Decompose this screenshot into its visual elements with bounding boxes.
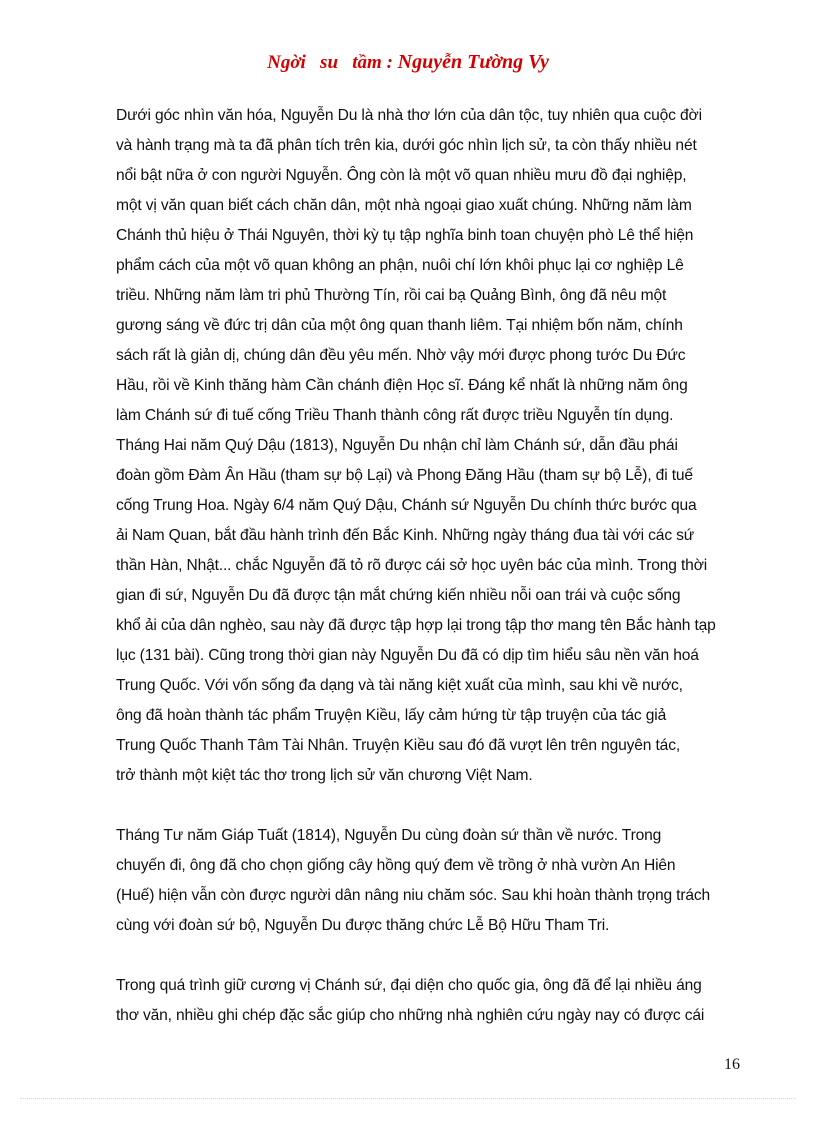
paragraph-2 <box>116 821 746 941</box>
text-line: Trong quá trình giữ cương vị Chánh sứ, đại diện cho quốc gia, ông đã để lại nhiều áng <box>116 977 702 994</box>
collector-label: Ngời su tầm : <box>267 52 398 73</box>
paragraph-3 <box>116 971 746 1031</box>
text-line: gian đi sứ, Nguyễn Du đã được tận mắt chứng kiến nhiều nỗi oan trái và cuộc sống <box>116 587 681 604</box>
text-line: Hầu, rồi về Kinh thăng hàm Cần chánh điện Học sĩ. Đáng kể nhất là những năm ông <box>116 377 688 394</box>
page-footer-divider <box>20 1098 796 1099</box>
text-line: lục (131 bài). Cũng trong thời gian này Nguyễn Du đã có dịp tìm hiểu sâu nền văn hoá <box>116 647 699 664</box>
text-line: nổi bật nữa ở con người Nguyễn. Ông còn là một võ quan nhiều mưu đồ đại nghiệp, <box>116 167 687 184</box>
page-header <box>0 50 816 75</box>
text-line: Tháng Hai năm Quý Dậu (1813), Nguyễn Du nhận chỉ làm Chánh sứ, dẫn đầu phái <box>116 437 678 454</box>
text-line: chuyến đi, ông đã cho chọn giống cây hồng quý đem về trồng ở nhà vườn An Hiên <box>116 857 676 874</box>
document-body <box>116 101 746 1031</box>
text-line: và hành trạng mà ta đã phân tích trên kia, dưới góc nhìn lịch sử, ta còn thấy nhiều nét <box>116 137 697 154</box>
text-line: sách rất là giản dị, chúng dân đều yêu mến. Nhờ vậy mới được phong tước Du Đức <box>116 347 686 364</box>
text-line: cống Trung Hoa. Ngày 6/4 năm Quý Dậu, Chánh sứ Nguyễn Du chính thức bước qua <box>116 497 697 514</box>
text-line: đoàn gồm Đàm Ân Hầu (tham sự bộ Lại) và Phong Đăng Hầu (tham sự bộ Lễ), đi tuế <box>116 467 693 484</box>
collector-name: Nguyễn Tường Vy <box>397 51 549 73</box>
text-line: triều. Những năm làm tri phủ Thường Tín, rồi cai bạ Quảng Bình, ông đã nêu một <box>116 287 667 304</box>
text-line: khổ ải của dân nghèo, sau này đã được tập hợp lại trong tập thơ mang tên Bắc hành tạp <box>116 617 716 634</box>
text-line: thần Hàn, Nhật... chắc Nguyễn đã tỏ rõ được cái sở học uyên bác của mình. Trong thời <box>116 557 708 574</box>
text-line: một vị văn quan biết cách chăn dân, một nhà ngoại giao xuất chúng. Những năm làm <box>116 197 692 214</box>
text-line: Dưới góc nhìn văn hóa, Nguyễn Du là nhà thơ lớn của dân tộc, tuy nhiên qua cuộc đời <box>116 107 702 124</box>
text-line: trở thành một kiệt tác thơ trong lịch sử văn chương Việt Nam. <box>116 767 533 784</box>
text-line: gương sáng về đức trị dân của một ông quan thanh liêm. Tại nhiệm bốn năm, chính <box>116 317 683 334</box>
text-line: (Huế) hiện vẫn còn được người dân nâng niu chăm sóc. Sau khi hoàn thành trọng trách <box>116 887 711 904</box>
text-line: Trung Quốc. Với vốn sống đa dạng và tài năng kiệt xuất của mình, sau khi về nước, <box>116 677 683 694</box>
text-line: Tháng Tư năm Giáp Tuất (1814), Nguyễn Du cùng đoàn sứ thần về nước. Trong <box>116 827 662 844</box>
text-line: phẩm cách của một võ quan không an phận, nuôi chí lớn khôi phục lại cơ nghiệp Lê <box>116 257 684 274</box>
text-line: Trung Quốc Thanh Tâm Tài Nhân. Truyện Kiều sau đó đã vượt lên trên nguyên tác, <box>116 737 681 754</box>
page-number: 16 <box>724 1056 740 1073</box>
paragraph-1 <box>116 101 746 791</box>
text-line: ải Nam Quan, bắt đầu hành trình đến Bắc Kinh. Những ngày tháng đua tài với các sứ <box>116 527 695 544</box>
text-line: ông đã hoàn thành tác phẩm Truyện Kiều, lấy cảm hứng từ tập truyện của tác giả <box>116 707 667 724</box>
text-line: làm Chánh sứ đi tuế cống Triều Thanh thành công rất được triều Nguyễn tín dụng. <box>116 407 674 424</box>
text-line: Chánh thủ hiệu ở Thái Nguyên, thời kỳ tụ tập nghĩa binh toan chuyện phò Lê thể hiện <box>116 227 694 244</box>
text-line: cùng với đoàn sứ bộ, Nguyễn Du được thăng chức Lễ Bộ Hữu Tham Tri. <box>116 917 610 934</box>
text-line: thơ văn, nhiều ghi chép đặc sắc giúp cho những nhà nghiên cứu ngày nay có được cái <box>116 1007 705 1024</box>
